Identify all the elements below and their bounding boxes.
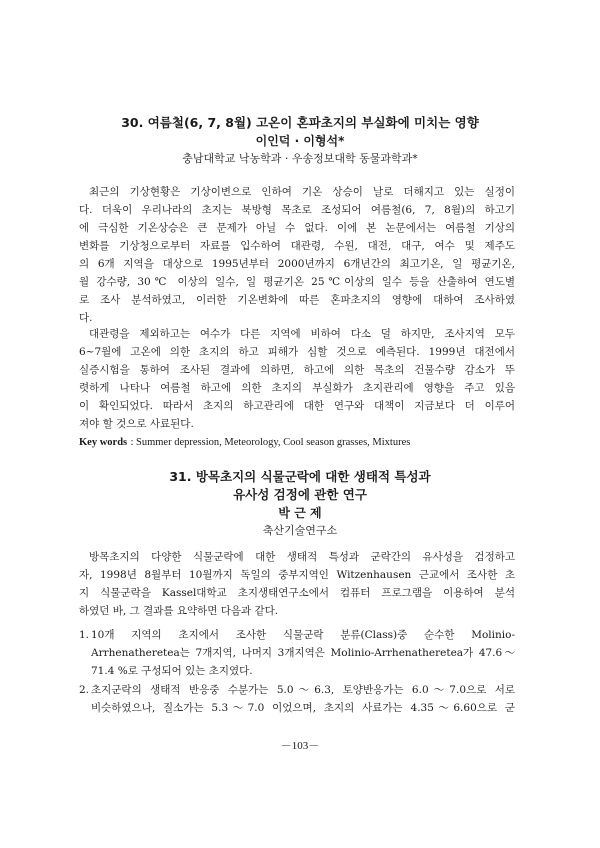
article-31-heading bbox=[0, 468, 600, 540]
text-line: Arrhenatheretea는 7개지역, 나머지 3개지역은 Molinio-Arrhenatheretea가 47.6～ bbox=[91, 647, 515, 659]
text-line: 에 극심한 기온상승은 큰 문제가 아닐 수 없다. 이에 본 논문에서는 여름철 기상의 bbox=[79, 222, 515, 234]
article-31-affiliation: 축산기술연구소 bbox=[262, 524, 338, 537]
text-line: 대관령을 제외하고는 여수가 다른 지역에 비하여 다소 덜 하지만, 조사지역 모두 bbox=[89, 328, 515, 340]
text-line: 렷하게 나타나 여름철 하고에 의한 초지의 부실화가 초지관리에 영향을 주고 있음 bbox=[79, 382, 515, 394]
page-number: －103－ bbox=[280, 740, 320, 752]
text-line: 자, 1998년 8월부터 10월까지 독일의 중부지역인 Witzenhausen 근교에서 조사한 초 bbox=[79, 569, 515, 581]
text-line: 지 식물군락을 Kassel대학교 초지생태연구소에서 컴퓨터 프로그램을 이용하여 분석 bbox=[79, 587, 515, 599]
article-30-authors: 이인덕 · 이형석* bbox=[255, 134, 345, 148]
article-31-item-1 bbox=[79, 626, 515, 680]
text-line: 다. bbox=[79, 312, 93, 324]
keywords-label: Key words bbox=[79, 437, 128, 448]
text-line: 변화를 기상청으로부터 자료를 입수하여 대관령, 수원, 대전, 대구, 여수 및 제주도 bbox=[79, 240, 515, 252]
text-line: 6~7월에 고온에 의한 초지의 하고 피해가 심할 것으로 예측된다. 1999년 대전에서 bbox=[79, 346, 515, 358]
text-line: 다. 더욱이 우리나라의 초지는 북방형 목초로 조성되어 여름철(6, 7, 8월)의 하고기 bbox=[79, 204, 515, 216]
article-30-affiliation: 충남대학교 낙농학과 · 우송정보대학 동물과학과* bbox=[182, 152, 418, 165]
article-31-title-line-1: 31. 방목초지의 식물군락에 대한 생태적 특성과 bbox=[169, 469, 431, 484]
text-line: 의 6개 지역을 대상으로 1995년부터 2000년까지 6개년간의 최고기온, 일 평균기온, bbox=[79, 258, 515, 270]
text-line: 월 강수량, 30℃ 이상의 일수, 일 평균기온 25℃이상의 일수 등을 산출하여 연도별 bbox=[79, 276, 515, 288]
text-line: 이 확인되었다. 따라서 초지의 하고관리에 대한 연구와 대책이 지금보다 더 이루어 bbox=[79, 400, 515, 412]
article-30-heading bbox=[0, 114, 600, 168]
text-line: 로 조사 분석하였고, 이러한 기온변화에 따른 혼파초지의 영향에 대하여 조사하였 bbox=[79, 294, 515, 306]
item-number: 2. bbox=[79, 684, 90, 696]
text-line: 실증시험을 통하여 조사된 결과에 의하면, 하고에 의한 목초의 건물수량 감소가 뚜 bbox=[79, 364, 515, 376]
article-30-paragraph-2 bbox=[79, 325, 515, 433]
text-line: 최근의 기상현황은 기상이변으로 인하여 기온 상승이 날로 더해지고 있는 실정이 bbox=[89, 186, 515, 198]
text-line: 71.4 %로 구성되어 있는 초지였다. bbox=[91, 665, 253, 677]
article-31-item-2 bbox=[79, 681, 515, 717]
article-30-paragraph-1 bbox=[79, 183, 515, 327]
keywords-values: : Summer depression, Meteorology, Cool season grasses, Mixtures bbox=[130, 437, 411, 448]
article-31-author: 박 근 제 bbox=[278, 506, 322, 520]
text-line: 비슷하였으나, 질소가는 5.3～7.0 이었으며, 초지의 사료가는 4.35～6.60으로 군 bbox=[91, 702, 515, 714]
item-number: 1. bbox=[79, 629, 90, 641]
text-line: 하였던 바, 그 결과를 요약하면 다음과 같다. bbox=[79, 605, 279, 617]
article-31-paragraph-1 bbox=[79, 548, 515, 620]
article-31-title-line-2: 유사성 검정에 관한 연구 bbox=[233, 487, 367, 502]
article-30-keywords bbox=[79, 433, 410, 452]
article-30-title: 30. 여름철(6, 7, 8월) 고온이 혼파초지의 부실화에 미치는 영향 bbox=[121, 115, 479, 130]
text-line: 져야 할 것으로 사료된다. bbox=[79, 418, 194, 430]
text-line: 10개 지역의 초지에서 조사한 식물군락 분류(Class)중 순수한 Molinio- bbox=[91, 629, 515, 641]
text-line: 초지군락의 생태적 반응중 수분가는 5.0～6.3, 토양반응가는 6.0～7.0으로 서로 bbox=[91, 684, 515, 696]
text-line: 방목초지의 다양한 식물군락에 대한 생태적 특성과 군락간의 유사성을 검정하고 bbox=[89, 551, 515, 563]
